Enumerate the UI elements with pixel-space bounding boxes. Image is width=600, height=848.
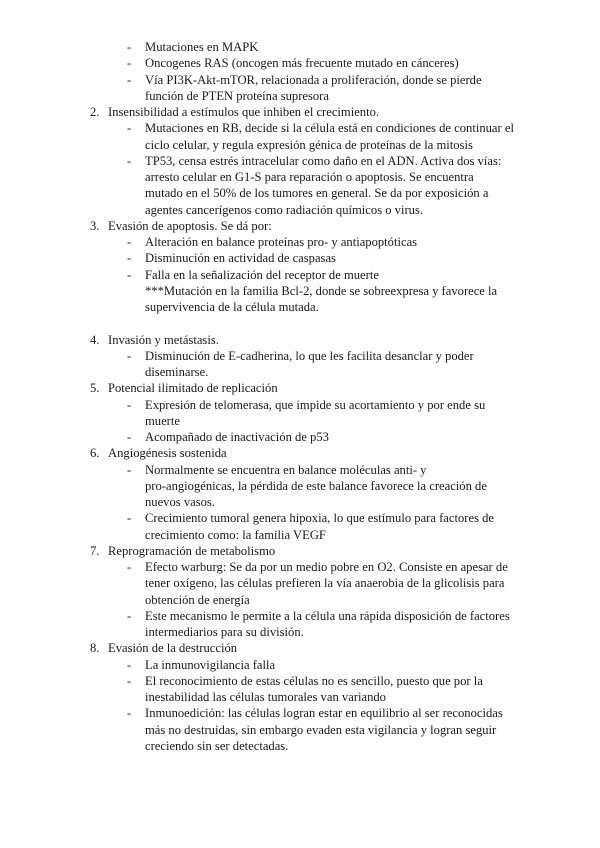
- bullet-line: [0, 185, 600, 201]
- bullet-dash: -: [127, 348, 132, 363]
- bullet-text: Disminución de E-cadherina, lo que les facilita desanclar y poder: [145, 348, 474, 363]
- list-section: [0, 380, 600, 445]
- section-title: Invasión y metástasis.: [108, 332, 219, 347]
- section-number: 5.: [90, 381, 100, 396]
- bullet-line: [0, 429, 600, 445]
- bullet-text: Expresión de telomerasa, que impide su acortamiento y por ende su: [145, 397, 486, 412]
- section-heading: [0, 104, 600, 120]
- bullet-line: [0, 478, 600, 494]
- bullet-text: agentes cancerígenos como radiación químicos o virus.: [145, 202, 424, 217]
- bullet-text: Crecimiento tumoral genera hipoxia, lo que estímulo para factores de: [145, 511, 495, 526]
- section-title: Reprogramación de metabolismo: [108, 543, 276, 558]
- bullet-text: Oncogenes RAS (oncogen más frecuente mutado en cánceres): [145, 56, 459, 71]
- bullet-text: arresto celular en G1-S para reparación o apoptosis. Se encuentra: [145, 170, 474, 184]
- bullet-text: Inmunoedición: las células logran estar en equilibrio al ser reconocidas: [145, 706, 503, 721]
- section-number: 4.: [90, 332, 100, 347]
- section-heading: [0, 445, 600, 461]
- bullet-line: [0, 462, 600, 478]
- bullet-line: [0, 72, 600, 88]
- bullet-text: TP53, censa estrés intracelular como daño en el ADN. Activa dos vías:: [145, 153, 502, 168]
- bullet-text: mutado en el 50% de los tumores en general. Se da por exposición a: [145, 186, 489, 201]
- section-title: Evasión de apoptosis. Se dá por:: [108, 218, 272, 233]
- bullet-line: [0, 738, 600, 754]
- section-heading: [0, 218, 600, 234]
- bullet-line: [0, 120, 600, 136]
- bullet-dash: -: [127, 560, 132, 574]
- bullet-line: [0, 624, 600, 640]
- bullet-dash: -: [127, 511, 132, 526]
- bullet-line: [0, 722, 600, 738]
- list-section: [0, 543, 600, 641]
- bullet-line: [0, 39, 600, 55]
- bullet-dash: -: [127, 673, 132, 688]
- bullet-line: [0, 575, 600, 591]
- bullet-dash: -: [127, 267, 132, 282]
- bullet-dash: -: [127, 608, 132, 623]
- bullet-text: ciclo celular, y regula expresión génica de proteínas de la mitosis: [145, 137, 473, 152]
- bullet-line: [0, 267, 600, 283]
- note-line: [0, 299, 600, 315]
- note-text: ***Mutación en la familia Bcl-2, donde se sobreexpresa y favorece la: [145, 283, 498, 298]
- bullet-text: pro-angiogénicas, la pérdida de este balance favorece la creación de: [145, 478, 487, 493]
- bullet-line: [0, 55, 600, 71]
- bullet-line: [0, 88, 600, 104]
- bullet-text: nuevos vasos.: [145, 495, 215, 509]
- bullet-line: [0, 494, 600, 510]
- bullet-dash: -: [127, 235, 132, 249]
- bullet-text: muerte: [145, 413, 180, 428]
- section-number: 6.: [90, 446, 100, 461]
- bullet-line: [0, 234, 600, 250]
- list-section: [0, 445, 600, 543]
- bullet-text: Vía PI3K-Akt-mTOR, relacionada a proliferación, donde se pierde: [145, 72, 482, 87]
- section-number: 7.: [90, 543, 100, 558]
- bullet-dash: -: [127, 657, 132, 672]
- section-title: Evasión de la destrucción: [108, 641, 238, 656]
- section-heading: [0, 380, 600, 396]
- bullet-text: Este mecanismo le permite a la célula una rápida disposición de factores: [145, 608, 510, 623]
- bullet-line: [0, 673, 600, 689]
- bullet-text: inestabilidad las células tumorales van variando: [145, 690, 386, 704]
- bullet-dash: -: [127, 56, 132, 71]
- section-number: 2.: [90, 105, 100, 119]
- bullet-text: Mutaciones en MAPK: [145, 40, 259, 54]
- bullet-text: intermediarios para su división.: [145, 625, 304, 639]
- bullet-line: [0, 348, 600, 364]
- list-section: [0, 39, 600, 104]
- bullet-text: Mutaciones en RB, decide si la célula está en condiciones de continuar el: [145, 121, 514, 136]
- section-heading: [0, 543, 600, 559]
- bullet-text: Acompañado de inactivación de p53: [145, 430, 329, 444]
- bullet-line: [0, 608, 600, 624]
- bullet-text: Normalmente se encuentra en balance moléculas anti- y: [145, 462, 427, 477]
- document-body: [0, 39, 600, 754]
- bullet-dash: -: [127, 121, 132, 136]
- bullet-line: [0, 705, 600, 721]
- list-section: [0, 640, 600, 754]
- section-number: 3.: [90, 218, 100, 233]
- bullet-text: El reconocimiento de estas células no es sencillo, puesto que por la: [145, 673, 483, 688]
- bullet-line: [0, 510, 600, 526]
- bullet-line: [0, 202, 600, 218]
- bullet-line: [0, 413, 600, 429]
- section-title: Insensibilidad a estímulos que inhiben el crecimiento.: [108, 105, 380, 119]
- bullet-dash: -: [127, 251, 132, 266]
- list-section: [0, 315, 600, 380]
- bullet-dash: -: [127, 72, 132, 87]
- bullet-line: [0, 689, 600, 705]
- section-number: 8.: [90, 641, 100, 656]
- bullet-dash: -: [127, 462, 132, 477]
- bullet-line: [0, 397, 600, 413]
- bullet-text: obtención de energía: [145, 592, 250, 607]
- bullet-dash: -: [127, 397, 132, 412]
- note-text: supervivencia de la célula mutada.: [145, 300, 319, 314]
- bullet-dash: -: [127, 430, 132, 444]
- bullet-dash: -: [127, 40, 132, 54]
- bullet-text: crecimiento como: la familia VEGF: [145, 527, 326, 542]
- bullet-text: diseminarse.: [145, 365, 209, 379]
- bullet-line: [0, 153, 600, 169]
- bullet-line: [0, 559, 600, 575]
- note-line: [0, 283, 600, 299]
- bullet-line: [0, 250, 600, 266]
- bullet-text: función de PTEN proteína supresora: [145, 88, 329, 103]
- bullet-text: Alteración en balance proteínas pro- y antiapoptóticas: [145, 235, 418, 249]
- bullet-line: [0, 364, 600, 380]
- section-heading: [0, 332, 600, 348]
- bullet-text: tener oxígeno, las células prefieren la vía anaerobia de la glicolisis para: [145, 576, 505, 591]
- list-section: [0, 218, 600, 316]
- bullet-dash: -: [127, 153, 132, 168]
- bullet-text: Efecto warburg: Se da por un medio pobre en O2. Consiste en apesar de: [145, 560, 508, 574]
- bullet-line: [0, 169, 600, 185]
- bullet-line: [0, 592, 600, 608]
- bullet-text: Disminución en actividad de caspasas: [145, 251, 336, 266]
- bullet-text: La inmunovigilancia falla: [145, 657, 276, 672]
- blank-line: [0, 315, 600, 331]
- bullet-text: creciendo sin ser detectadas.: [145, 738, 289, 753]
- section-heading: [0, 640, 600, 656]
- section-title: Potencial ilimitado de replicación: [108, 381, 278, 396]
- bullet-text: más no destruidas, sin embargo evaden esta vigilancia y logran seguir: [145, 722, 497, 737]
- list-section: [0, 104, 600, 218]
- bullet-text: Falla en la señalización del receptor de muerte: [145, 267, 379, 282]
- bullet-line: [0, 137, 600, 153]
- bullet-line: [0, 527, 600, 543]
- section-title: Angiogénesis sostenida: [108, 446, 227, 461]
- bullet-dash: -: [127, 706, 132, 721]
- bullet-line: [0, 657, 600, 673]
